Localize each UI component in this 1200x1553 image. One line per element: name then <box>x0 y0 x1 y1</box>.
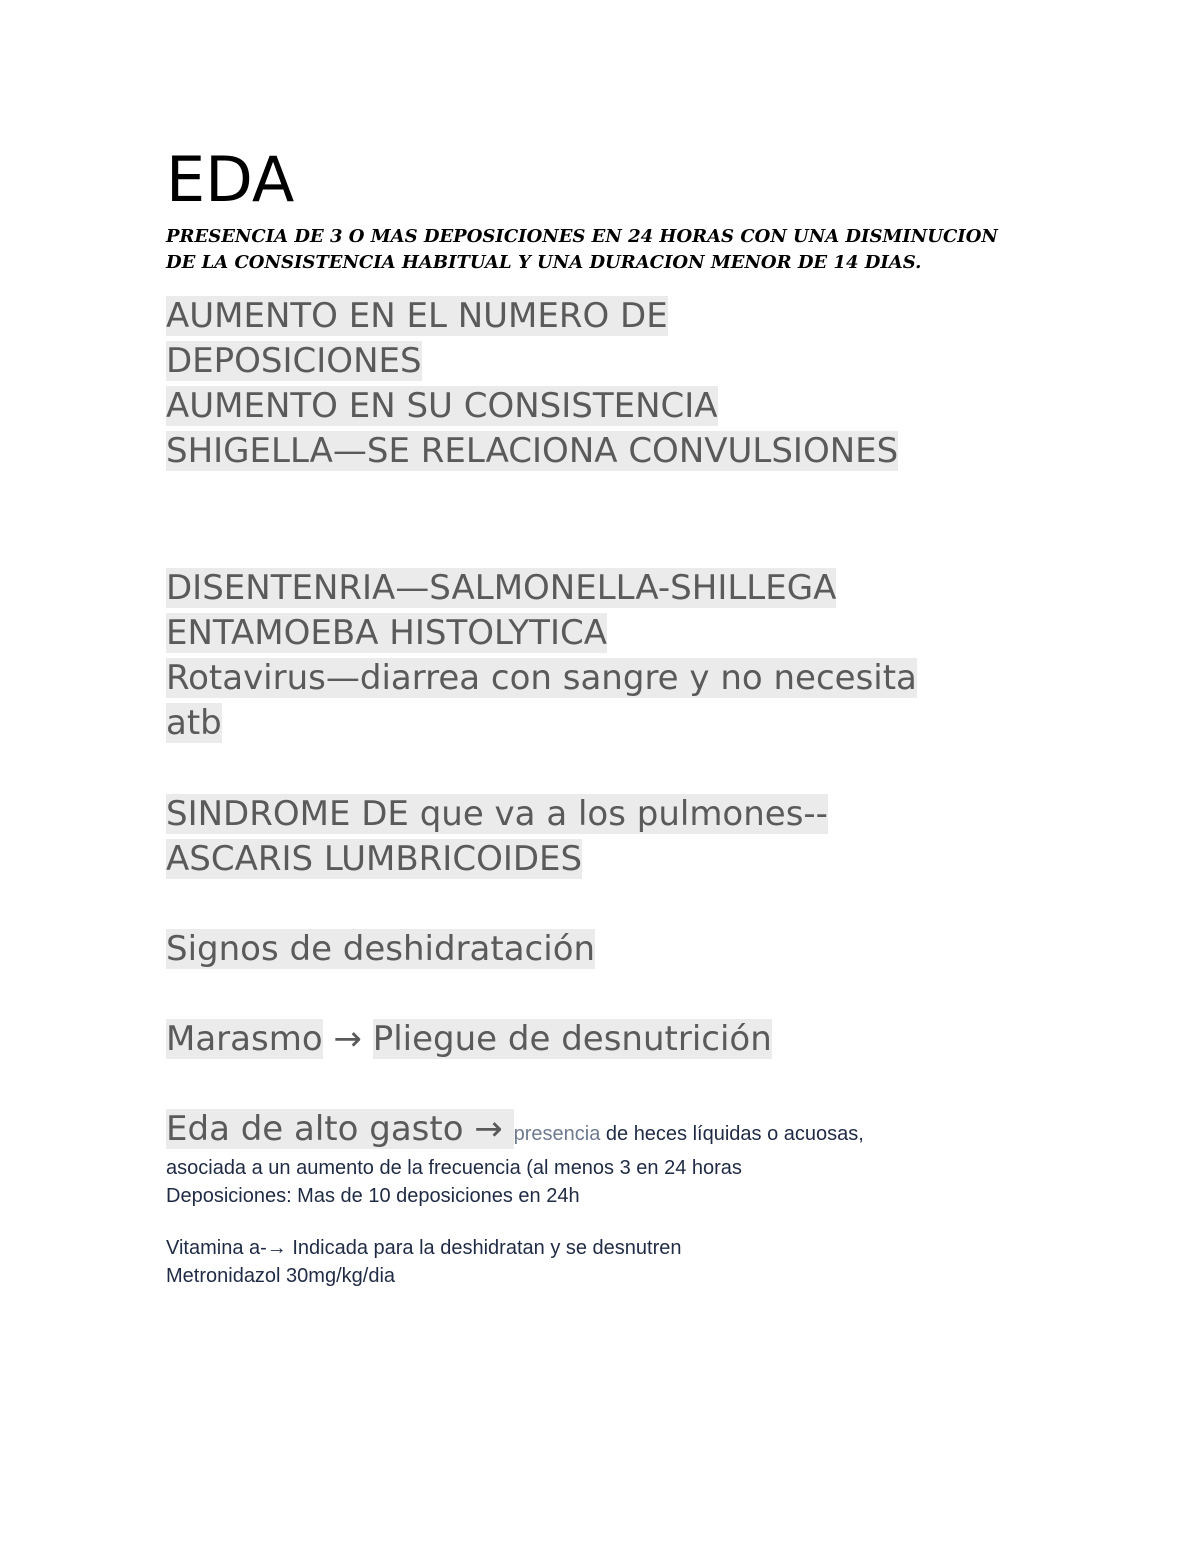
symptoms-line-2: DEPOSICIONES <box>166 341 422 381</box>
dysentery-block <box>166 566 1046 746</box>
spacer <box>166 1210 1046 1234</box>
marasmus-description: Pliegue de desnutrición <box>372 1019 772 1059</box>
dysentery-line-4: atb <box>166 703 222 743</box>
right-arrow-icon: → <box>463 1109 514 1149</box>
dysentery-line-1: DISENTENRIA—SALMONELLA-SHILLEGA <box>166 568 837 608</box>
dysentery-line-3: Rotavirus—diarrea con sangre y no necesita <box>166 658 917 698</box>
dehydration-block <box>166 927 1046 972</box>
definition-paragraph: PRESENCIA DE 3 O MAS DEPOSICIONES EN 24 HORAS CON UNA DISMINUCION DE LA CONSISTENCIA HABITUAL Y UNA DURACION MENOR DE 14 DIAS. <box>166 226 998 273</box>
document-body <box>166 140 1046 1290</box>
high-output-inline-muted: presencia <box>513 1123 601 1145</box>
high-output-inline-rest: de heces líquidas o acuosas, <box>600 1123 864 1145</box>
high-output-line-2: asociada a un aumento de la frecuencia (al menos 3 en 24 horas <box>166 1157 742 1179</box>
dysentery-line-2: ENTAMOEBA HISTOLYTICA <box>166 613 607 653</box>
marasmus-term: Marasmo <box>166 1019 323 1059</box>
syndrome-line-2: ASCARIS LUMBRICOIDES <box>166 839 583 879</box>
syndrome-line-1: SINDROME DE que va a los pulmones-- <box>166 794 828 834</box>
symptoms-line-1: AUMENTO EN EL NUMERO DE <box>166 296 668 336</box>
metronidazole-note: Metronidazol 30mg/kg/dia <box>166 1265 396 1287</box>
symptoms-line-4: SHIGELLA—SE RELACIONA CONVULSIONES <box>166 431 899 471</box>
high-output-line-3: Deposiciones: Mas de 10 deposiciones en 24h <box>166 1185 580 1207</box>
marasmus-block <box>166 1017 1046 1062</box>
syndrome-block <box>166 792 1046 882</box>
vitamin-label: Vitamina a- <box>166 1237 267 1259</box>
symptoms-line-3: AUMENTO EN SU CONSISTENCIA <box>166 386 718 426</box>
vitamin-description: Indicada para la deshidratan y se desnutren <box>286 1237 682 1259</box>
right-arrow-icon: → <box>322 1019 373 1059</box>
high-output-block <box>166 1107 1046 1210</box>
symptoms-block <box>166 294 1046 474</box>
right-arrow-icon: → <box>266 1237 287 1259</box>
dehydration-line: Signos de deshidratación <box>166 929 596 969</box>
document-title: EDA <box>166 143 295 216</box>
high-output-label: Eda de alto gasto <box>166 1109 464 1149</box>
vitamin-note <box>166 1234 1046 1262</box>
